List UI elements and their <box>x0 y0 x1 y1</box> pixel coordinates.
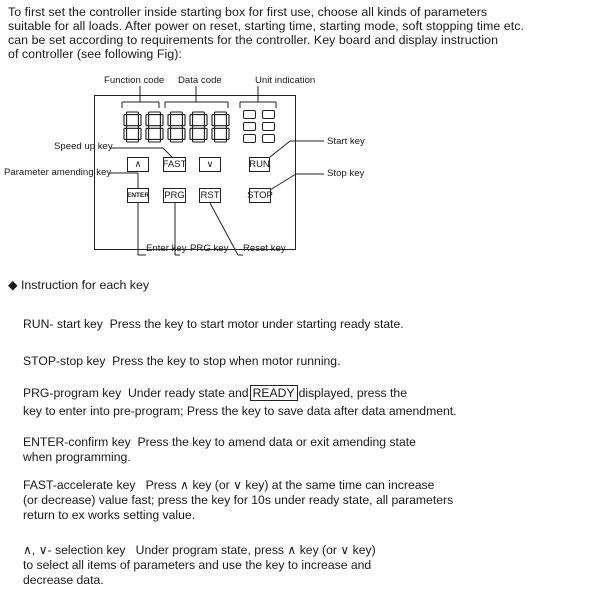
display-digit <box>146 112 163 142</box>
digit-segment <box>215 139 227 142</box>
display-digit <box>190 112 207 142</box>
digit-segment <box>146 115 149 126</box>
digit-segment <box>193 112 205 115</box>
fast-key-label: FAST <box>162 159 187 170</box>
digit-segment <box>160 115 163 126</box>
prg-key-instruction-line-1 <box>23 387 407 399</box>
stop-key-callout: Stop key <box>327 168 365 179</box>
rst-key[interactable] <box>199 188 221 203</box>
digit-segment <box>212 115 215 126</box>
unit-led <box>243 110 256 119</box>
down-key[interactable] <box>199 157 221 172</box>
digit-segment <box>190 115 193 126</box>
speed-up-key-callout: Speed up key <box>54 141 113 152</box>
reset-key-callout: Reset key <box>243 243 286 254</box>
digit-segment <box>193 126 205 129</box>
digit-segment <box>215 112 227 115</box>
prg-instruction-text-b: displayed, press the <box>298 386 407 400</box>
digit-segment <box>127 139 139 142</box>
unit-led <box>262 122 275 131</box>
parameter-amending-key-callout: Parameter amending key <box>4 167 112 178</box>
up-key[interactable] <box>127 157 149 172</box>
digit-segment <box>149 126 161 129</box>
intro-line-4: of controller (see following Fig): <box>8 47 182 61</box>
digit-segment <box>149 139 161 142</box>
prg-instruction-text-a: PRG-program key Under ready state and <box>23 386 249 400</box>
enter-key-instruction-line-2: when programming. <box>23 450 131 464</box>
data-code-callout: Data code <box>178 75 222 86</box>
digit-segment <box>127 126 139 129</box>
digit-segment <box>204 128 207 139</box>
digit-segment <box>171 126 183 129</box>
digit-segment <box>215 126 227 129</box>
digit-segment <box>204 115 207 126</box>
digit-segment <box>171 139 183 142</box>
digit-segment <box>193 139 205 142</box>
digit-segment <box>146 128 149 139</box>
digit-segment <box>226 115 229 126</box>
digit-segment <box>149 112 161 115</box>
stop-key[interactable] <box>249 188 271 203</box>
intro-line-3: can be set according to requirements for the controller. Key board and display instruction <box>8 33 499 47</box>
digit-segment <box>124 128 127 139</box>
digit-segment <box>168 115 171 126</box>
enter-key-callout: Enter key <box>146 243 187 254</box>
enter-key[interactable] <box>127 188 149 203</box>
prg-key[interactable] <box>163 188 186 203</box>
prg-key-callout: PRG key <box>190 243 229 254</box>
digit-segment <box>171 112 183 115</box>
intro-line-1: To first set the controller inside starting box for first use, choose all kinds of parameters <box>8 5 488 19</box>
digit-segment <box>124 115 127 126</box>
unit-led <box>243 134 256 143</box>
digit-segment <box>190 128 193 139</box>
section-title: ◆ Instruction for each key <box>8 278 150 292</box>
display-digit <box>212 112 229 142</box>
digit-segment <box>212 128 215 139</box>
selection-key-instruction-line-1: ∧, ∨- selection key Under program state, press ∧ key (or ∨ key) <box>23 543 376 557</box>
digit-segment <box>168 128 171 139</box>
digit-segment <box>226 128 229 139</box>
display-digit <box>168 112 185 142</box>
unit-led <box>262 134 275 143</box>
fast-key-instruction-line-1: FAST-accelerate key Press ∧ key (or ∨ key) at the same time can increase <box>23 478 435 492</box>
selection-key-instruction-line-3: decrease data. <box>23 573 104 587</box>
run-key-label: RUN <box>249 159 270 170</box>
run-key[interactable] <box>249 157 270 172</box>
run-key-instruction: RUN- start key Press the key to start motor under starting ready state. <box>23 317 404 331</box>
ready-indicator: READY <box>250 385 298 401</box>
up-key-label: ∧ <box>134 159 142 170</box>
selection-key-instruction-line-2: to select all items of parameters and use the key to increase and <box>23 558 372 572</box>
enter-key-label: ENTER <box>126 192 150 199</box>
stop-key-label: STOP <box>247 190 273 201</box>
prg-key-label: PRG <box>164 190 185 201</box>
intro-line-2: suitable for all loads. After power on reset, starting time, starting mode, soft stopping time etc. <box>8 19 524 33</box>
prg-key-instruction-line-2: key to enter into pre-program; Press the key to save data after data amendment. <box>23 404 457 418</box>
unit-led <box>262 110 275 119</box>
fast-key-instruction-line-3: return to ex works setting value. <box>23 508 196 522</box>
function-code-callout: Function code <box>104 75 165 86</box>
digit-segment <box>160 128 163 139</box>
digit-segment <box>182 115 185 126</box>
unit-indication-callout: Unit indication <box>255 75 316 86</box>
digit-segment <box>138 128 141 139</box>
digit-segment <box>127 112 139 115</box>
stop-key-instruction: STOP-stop key Press the key to stop when motor running. <box>23 354 341 368</box>
down-key-label: ∨ <box>206 159 214 170</box>
start-key-callout: Start key <box>327 136 365 147</box>
unit-led <box>243 122 256 131</box>
digit-segment <box>138 115 141 126</box>
enter-key-instruction-line-1: ENTER-confirm key Press the key to amend data or exit amending state <box>23 435 416 449</box>
fast-key-instruction-line-2: (or decrease) value fast; press the key for 10s under ready state, all parameters <box>23 493 454 507</box>
fast-key[interactable] <box>163 157 186 172</box>
rst-key-label: RST <box>200 190 220 201</box>
display-digit <box>124 112 141 142</box>
digit-segment <box>182 128 185 139</box>
